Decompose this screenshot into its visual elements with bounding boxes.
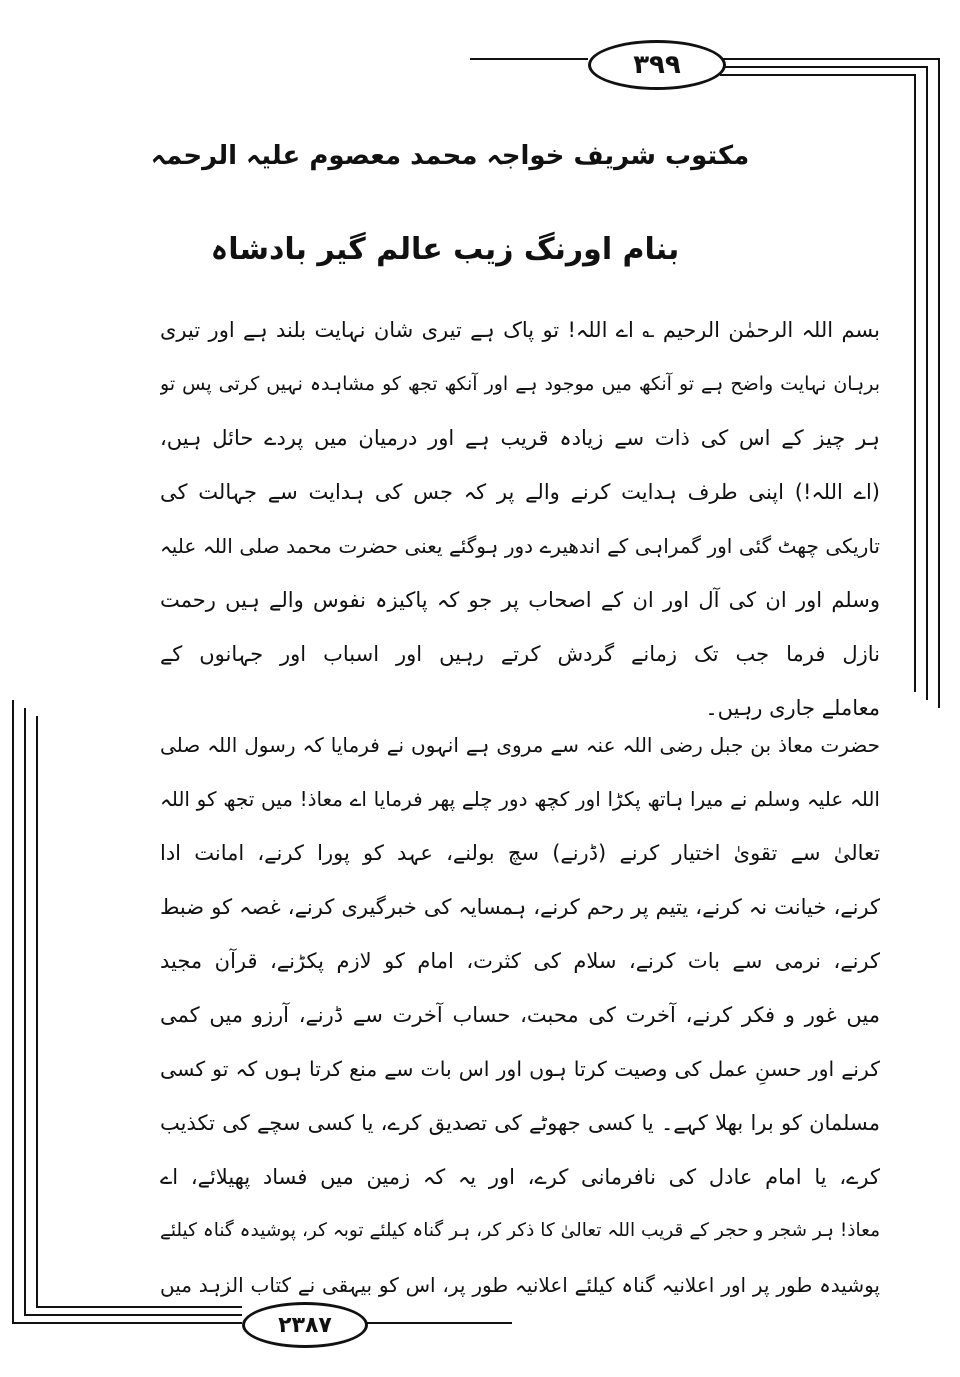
text-line: معاملے جاری رہیں۔ [705,696,880,720]
text-line: (اے اللہ!) اپنی طرف ہدایت کرنے والے پر کہ جس کی ہدایت سے جہالت کی [160,480,880,504]
frame-bottom-line-outer [12,1322,242,1324]
frame-left-line-inner [36,716,38,1308]
frame-left-line-outer [12,700,14,1324]
frame-top-line-inner [720,74,916,76]
text-line: برہان نہایت واضح ہے تو آنکھ میں موجود ہے اور آنکھ تجھ کو مشاہدہ نہیں کرتی پس تو [160,373,880,395]
text-line: مسلمان کو برا بھلا کہے۔ یا کسی جھوٹے کی تصدیق کرے، یا کسی سچے کی تکذیب [160,1111,880,1135]
text-line: کرنے، نرمی سے بات کرنے، سلام کی کثرت، امام کو لازم پکڑنے، قرآن مجید [160,949,880,973]
page-title: مکتوب شریف خواجہ محمد معصوم علیہ الرحمہ [150,141,750,171]
text-line: کرے، یا امام عادل کی نافرمانی کرے، اور یہ کہ زمین میں فساد پھیلائے، اے [160,1165,880,1189]
text-line: پوشیدہ طور پر اور اعلانیہ گناہ کیلئے اعلانیہ طور پر، اس کو بیہقی نے کتاب الزہد میں [160,1273,880,1297]
text-line: وسلم اور ان کی آل اور ان کے اصحاب پر جو کہ پاکیزہ نفوس والے ہیں رحمت [160,588,880,612]
text-line: تاریکی چھٹ گئی اور گمراہی کے اندھیرے دور ہوگئے یعنی حضرت محمد صلی اللہ علیہ [160,534,880,558]
text-line: بسم اللہ الرحمٰن الرحیم ؎ اے اللہ! تو پاک ہے تیری شان نہایت بلند ہے اور تیری [160,318,880,342]
frame-top-line-outer [470,58,588,60]
frame-right-line-inner [914,74,916,692]
text-line: تعالیٰ سے تقویٰ اختیار کرنے (ڈرنے) سچ بولنے، عہد کو پورا کرنے، امانت ادا [160,841,880,865]
paragraph-hadith [160,718,880,1312]
frame-right-line-outer [938,58,940,708]
text-line: ہر چیز کے اس کی ذات سے زیادہ قریب ہے اور درمیان میں پردے حائل ہیں، [160,426,880,450]
frame-top-line-middle [720,66,928,68]
text-line: حضرت معاذ بن جبل رضی اللہ عنہ سے مروی ہے انہوں نے فرمایا کہ رسول اللہ صلی [160,733,880,757]
text-line: معاذ! ہر شجر و حجر کے قریب اللہ تعالیٰ کا ذکر کر، ہر گناہ کیلئے توبہ کر، پوشیدہ گناہ کیلئے [160,1220,880,1241]
frame-bottom-line-middle [24,1314,242,1316]
text-line: میں غور و فکر کرنے، آخرت کی محبت، حساب آخرت سے ڈرنے، آرزو میں کمی [160,1003,880,1027]
text-line: کرنے اور حسنِ عمل کی وصیت کرتا ہوں اور اس بات سے منع کرتا ہوں کہ تو کسی [160,1057,880,1081]
paragraph-opening [160,303,880,735]
frame-left-line-middle [24,708,26,1316]
page-subtitle: بنام اورنگ زیب عالم گیر بادشاہ [210,232,680,267]
frame-bottom-line-right [362,1322,512,1324]
top-page-number: ۳۹۹ [588,40,726,90]
text-line: نازل فرما جب تک زمانے گردش کرتے رہیں اور اسباب اور جہانوں کے [160,642,880,666]
bottom-page-number: ۲۳۸۷ [242,1302,368,1348]
text-line: کرنے، خیانت نہ کرنے، یتیم پر رحم کرنے، ہمسایہ کی خبرگیری کرنے، غصہ کو ضبط [160,895,880,919]
frame-right-line-middle [926,66,928,700]
text-line: اللہ علیہ وسلم نے میرا ہاتھ پکڑا اور کچھ دور چلے پھر فرمایا اے معاذ! میں تجھ کو اللہ [160,787,880,811]
frame-top-line-outer-right [720,58,940,60]
